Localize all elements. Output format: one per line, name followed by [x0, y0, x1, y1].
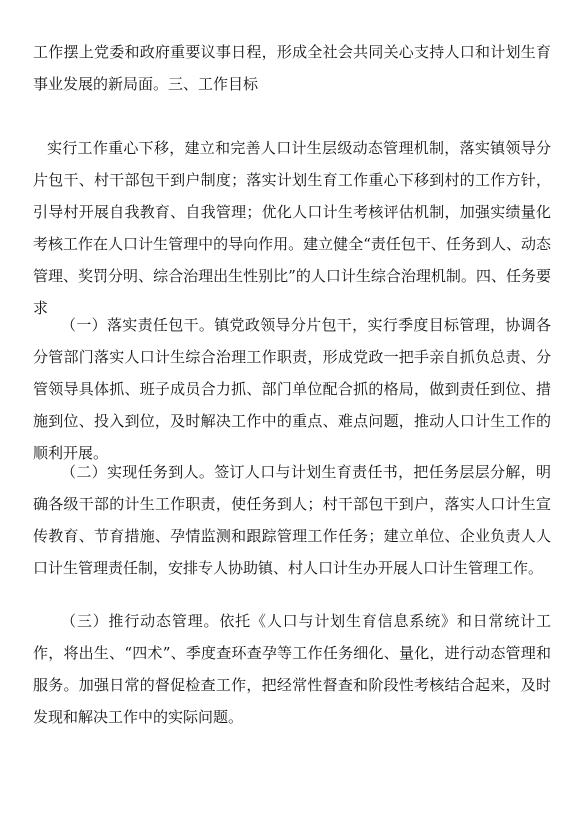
- paragraph-task-assignment: （二）实现任务到人。签订人口与计划生育责任书，把任务层层分解，明确各级干部的计生工作职责，使任务到人；村干部包干到户，落实人口计生宣传教育、节育措施、孕情监测和跟踪管理工作任务；建立单位、企业负责人人口计生管理责任制，安排专人协助镇、村人口计生办开展人口计生管理工作。: [33, 463, 551, 577]
- paragraph-task-responsibility: （一）落实责任包干。镇党政领导分片包干，实行季度目标管理，协调各分管部门落实人口计生综合治理工作职责，形成党政一把手亲自抓负总责、分管领导具体抓、班子成员合力抓、部门单位配合抓的格局，做到责任到位、措施到位、投入到位，及时解决工作中的重点、难点问题，推动人口计生工作的顺利开展。: [33, 316, 551, 462]
- paragraph-dynamic-management: （三）推行动态管理。依托《人口与计划生育信息系统》和日常统计工作，将出生、“四术”、季度查环查孕等工作任务细化、量化，进行动态管理和服务。加强日常的督促检查工作，把经常性督查和阶段性考核结合起来，及时发现和解决工作中的实际问题。: [33, 612, 551, 726]
- paragraph-work-goals: 实行工作重心下移，建立和完善人口计生层级动态管理机制，落实镇领导分片包干、村干部包干到户制度；落实计划生育工作重心下移到村的工作方针，引导村开展自我教育、自我管理；优化人口计生考核评估机制，加强实绩量化考核工作在人口计生管理中的导向作用。建立健全“责任包干、任务到人、动态管理、奖罚分明、综合治理出生性别比”的人口计生综合治理机制。四、任务要求: [33, 139, 551, 317]
- paragraph-work-goals-intro: 工作摆上党委和政府重要议事日程，形成全社会共同关心支持人口和计划生育事业发展的新局面。三、工作目标: [33, 43, 551, 93]
